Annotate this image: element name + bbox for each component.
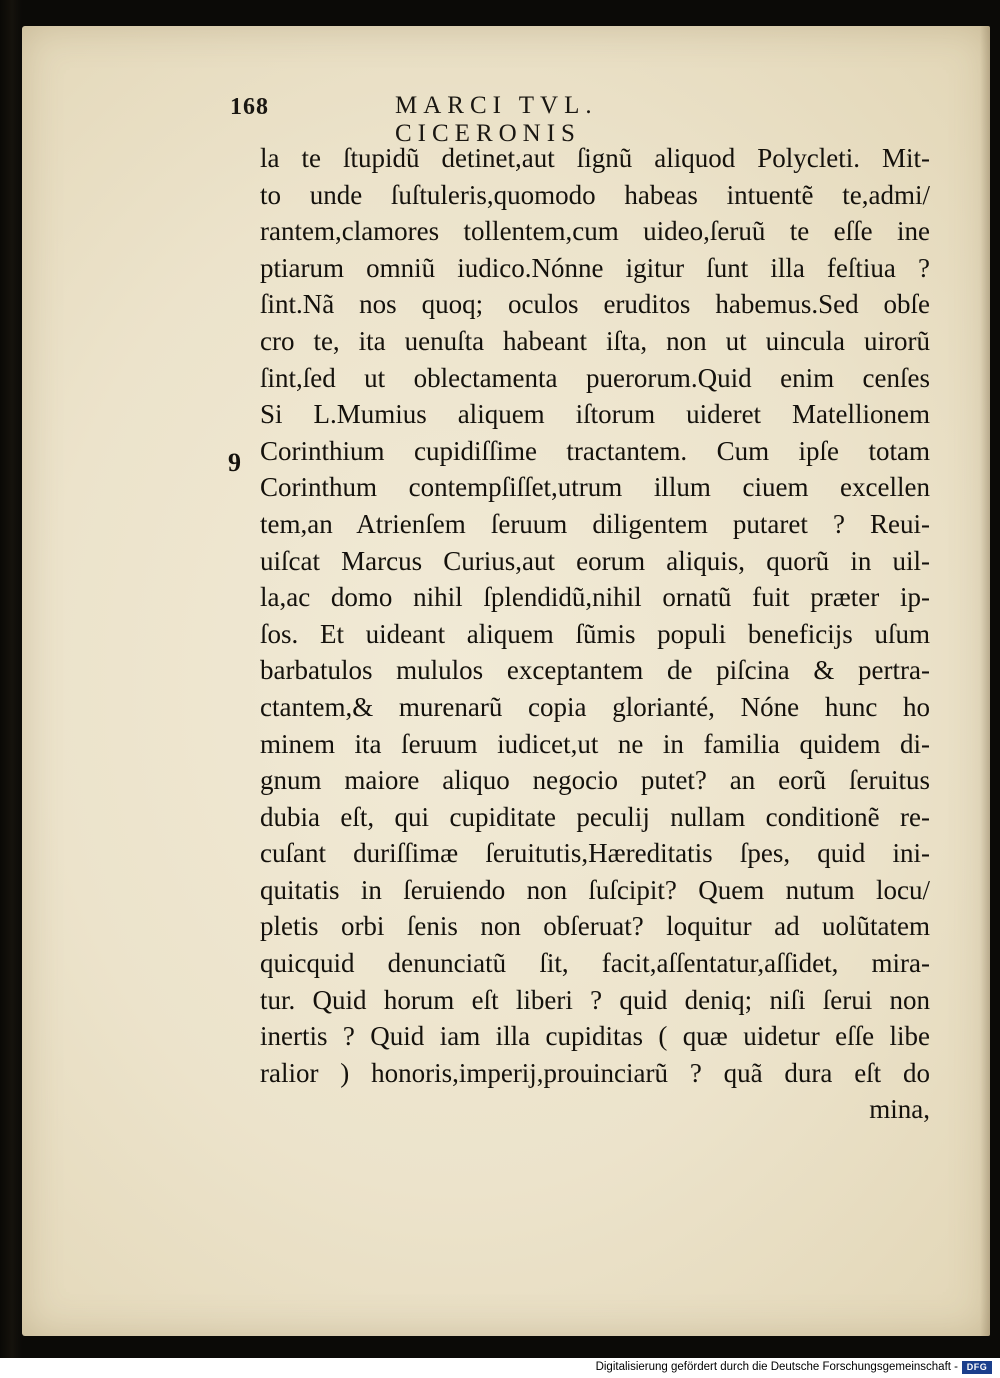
text-line: to unde ſuſtuleris,quomodo habeas intuentẽ te,admi/: [260, 179, 930, 210]
text-line: Corinthium cupidiſſime tractantem. Cum ipſe totam: [260, 435, 930, 466]
page-number: 168: [230, 94, 269, 120]
text-line: rantem,clamores tollentem,cum uideo,ſeruũ te eſſe ine: [260, 216, 930, 247]
body-text: [260, 140, 940, 1128]
text-line: ſint,ſed ut oblectamenta puerorum.Quid enim cenſes: [260, 362, 930, 393]
text-line: cuſant duriſſimæ ſeruitutis,Hæreditatis ſpes, quid ini-: [260, 838, 930, 869]
text-line: ralior ) honoris,imperij,prouinciarũ ? quã dura eſt do: [260, 1057, 930, 1088]
text-line: inertis ? Quid iam illa cupiditas ( quæ uidetur eſſe libe: [260, 1021, 930, 1052]
text-line: la te ſtupidũ detinet,aut ſignũ aliquod Polycleti. Mit-: [260, 143, 930, 173]
text-line: ſint.Nã nos quoq; oculos eruditos habemus.Sed obſe: [260, 289, 930, 320]
running-head: [230, 92, 790, 147]
dfg-logo-icon: DFG: [962, 1361, 992, 1374]
text-line: quicquid denunciatũ ſit, facit,aſſentatur,aſſidet, mira-: [260, 948, 930, 979]
header-title: MARCI TVL. CICERONIS: [395, 92, 598, 147]
text-line: ptiarum omniũ iudico.Nónne igitur ſunt illa feſtiua ?: [260, 252, 930, 283]
text-line: cro te, ita uenuſta habeant iſta, non ut uincula uirorũ: [260, 325, 930, 356]
text-line: ſos. Et uideant aliquem ſũmis populi beneficijs uſum: [260, 618, 930, 649]
text-line: quitatis in ſeruiendo non ſuſcipit? Quem nutum locu/: [260, 874, 930, 905]
catchword: mina,: [869, 1094, 930, 1125]
footer-bar: [0, 1358, 1000, 1378]
text-line: uiſcat Marcus Curius,aut eorum aliquis, quorũ in uil-: [260, 545, 930, 576]
text-line: ctantem,& murenarũ copia glorianté, Nóne hunc ho: [260, 691, 930, 722]
text-line: gnum maiore aliquo negocio putet? an eorũ ſeruitus: [260, 765, 930, 796]
text-line: pletis orbi ſenis non obſeruat? loquitur ad uolũtatem: [260, 911, 930, 942]
page-edge-shadow: [980, 26, 990, 1336]
text-line: dubia eſt, qui cupiditate peculij nullam conditionẽ re-: [260, 801, 930, 832]
funding-credit: Digitalisierung gefördert durch die Deutsche Forschungsgemeinschaft -: [595, 1361, 958, 1373]
text-line: la,ac domo nihil ſplendidũ,nihil ornatũ fuit præter ip-: [260, 582, 930, 613]
text-line: Si L.Mumius aliquem iſtorum uideret Matellionem: [260, 399, 930, 430]
text-line: minem ita ſeruum iudicet,ut ne in familia quidem di-: [260, 728, 930, 759]
text-line: tur. Quid horum eſt liberi ? quid deniq; niſi ſerui non: [260, 984, 930, 1015]
text-line: barbatulos mululos exceptantem de piſcina & pertra-: [260, 655, 930, 686]
text-line: tem,an Atrienſem ſeruum diligentem putaret ? Reui-: [260, 508, 930, 539]
text-line: Corinthum contempſiſſet,utrum illum ciuem excellen: [260, 472, 930, 503]
margin-note: 9: [228, 448, 241, 477]
